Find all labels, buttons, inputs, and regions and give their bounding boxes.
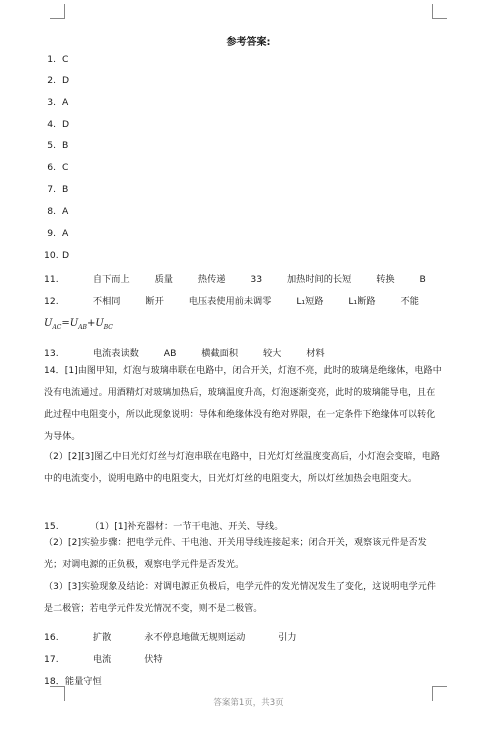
answer-line-12: 12. 不相同 断开 电压表使用前未调零 L₁短路 L₁断路 不能 — [44, 296, 419, 307]
answer-line-11: 11. 自下而上 质量 热传递 33 加热时间的长短 转换 B — [44, 274, 426, 285]
crop-mark-top-left — [50, 4, 65, 19]
page-footer: 答案第1页，共3页 — [213, 698, 284, 708]
answer-line-10: 10. D — [44, 250, 70, 261]
answer-line-16: 16. 扩散 永不停息地做无规则运动 引力 — [44, 632, 297, 643]
answer-line-4: 4. D — [47, 119, 70, 130]
answer-line-7: 7. B — [47, 184, 69, 195]
answer-line-3: 3. A — [47, 97, 69, 108]
voltage-formula: $U_{AC}=U_{AB}+U_{BC}$ — [44, 318, 113, 331]
answer-line-15: 15. （1）[1]补充器材：一节干电池、开关、导线。 — [44, 521, 284, 532]
answer-paragraph-14-2: （2）[2][3]图乙中日光灯灯丝与灯泡串联在电路中，日光灯灯丝温度变高后，小灯泡会变暗，电路中的电流变小，说明电路中的电阻变大，日光灯灯丝的电阻变大，所以灯丝加热会电阻变大。 — [44, 452, 440, 484]
answer-paragraph-15-2: （2）[2]实验步骤：把电学元件、干电池、开关用导线连接起来；闭合开关，观察该元件是否发光；对调电源的正负极，观察电学元件是否发光。 — [44, 538, 427, 570]
answer-line-8: 8. A — [47, 206, 69, 217]
answer-line-18: 18．能量守恒 — [44, 676, 102, 687]
answer-line-17: 17. 电流 伏特 — [44, 654, 163, 665]
answer-paragraph-14-1: 14．[1]由图甲知，灯泡与玻璃串联在电路中，闭合开关，灯泡不亮，此时的玻璃是绝缘体，电路中没有电流通过。用酒精灯对玻璃加热后，玻璃温度升高，灯泡逐渐变亮，此时的玻璃能导电，且在此过程中电阻变小，所以此现象说明：导体和绝缘体没有绝对界限，在一定条件下绝缘体可以转化为导体。 — [44, 366, 442, 442]
answer-line-2: 2. D — [47, 75, 70, 86]
answer-paragraph-15-3: （3）[3]实验现象及结论：对调电源正负极后，电学元件的发光情况发生了变化，这说明电学元件是二极管；若电学元件发光情况不变，则不是二极管。 — [44, 582, 436, 614]
answer-line-1: 1. C — [47, 54, 69, 65]
answer-line-9: 9. A — [47, 228, 69, 239]
crop-mark-top-right — [432, 4, 447, 19]
answer-line-5: 5. B — [47, 140, 69, 151]
answer-line-6: 6. C — [47, 162, 69, 173]
page-title: 参考答案: — [226, 37, 271, 48]
answer-line-13: 13. 电流表读数 AB 横截面积 较大 材料 — [44, 348, 325, 359]
